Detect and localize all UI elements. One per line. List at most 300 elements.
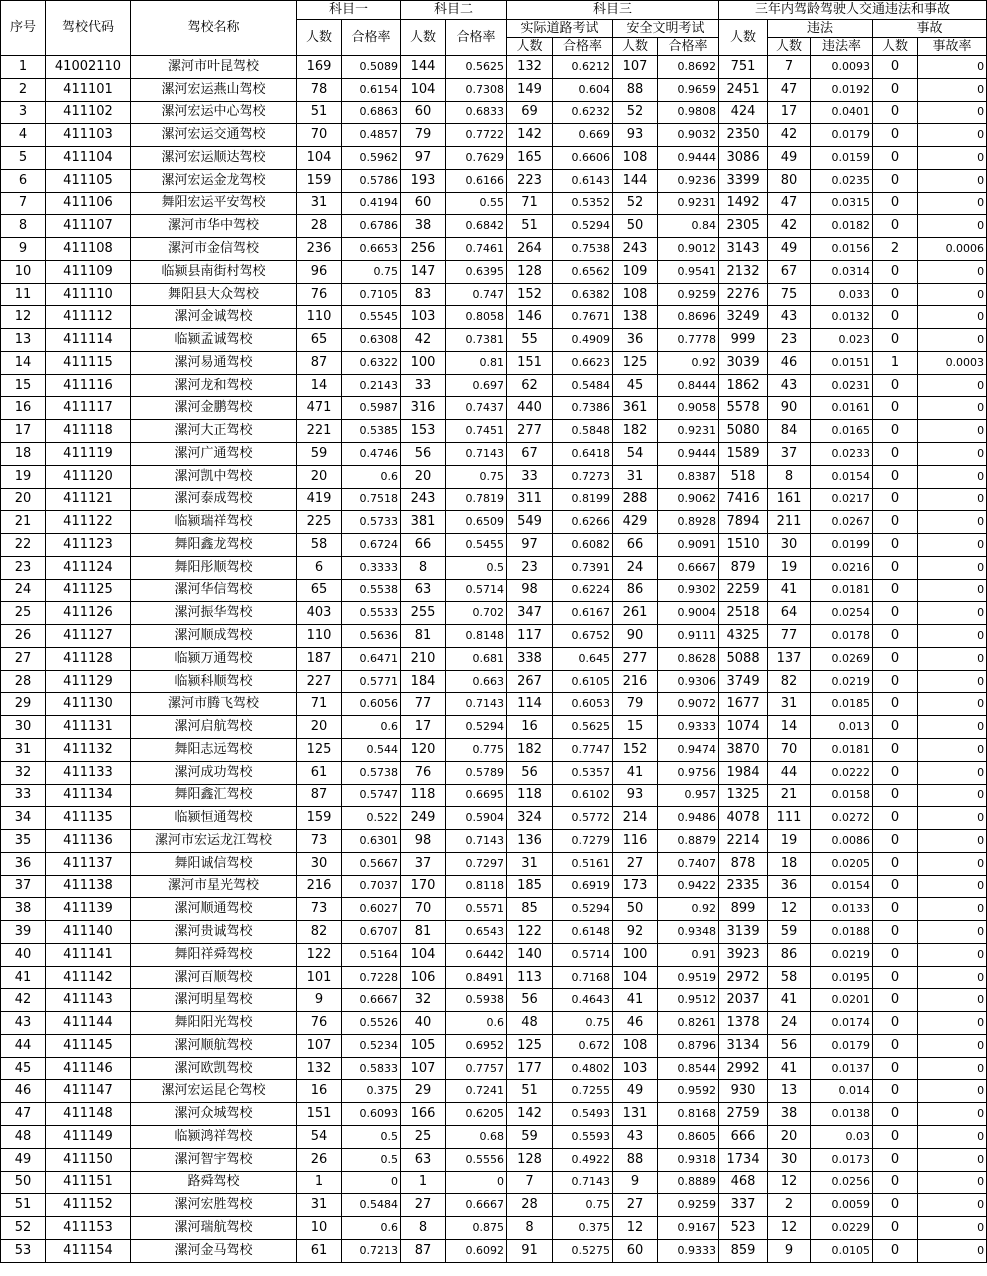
safety-count-cell: 288 [613, 488, 658, 511]
s2-pass-rate-cell: 0.702 [446, 602, 507, 625]
violation-rate-cell: 0.0154 [811, 875, 873, 898]
violation-count-cell: 19 [768, 556, 811, 579]
violation-count-cell: 13 [768, 1080, 811, 1103]
driver-count-cell: 1734 [719, 1148, 768, 1171]
safety-count-cell: 243 [613, 238, 658, 261]
driver-count-cell: 1492 [719, 192, 768, 215]
code-cell: 411121 [46, 488, 131, 511]
code-cell: 411139 [46, 898, 131, 921]
name-cell: 漯河宏运交通驾校 [131, 124, 297, 147]
s2-count-cell: 8 [401, 1217, 446, 1240]
accident-rate-cell: 0 [918, 579, 987, 602]
safety-pass-rate-cell: 0.9474 [658, 738, 719, 761]
s1-count-cell: 20 [297, 465, 342, 488]
s1-count-cell: 159 [297, 807, 342, 830]
seq-cell: 49 [1, 1148, 46, 1171]
driver-count-cell: 999 [719, 329, 768, 352]
seq-cell: 23 [1, 556, 46, 579]
s2-pass-rate-cell: 0.5625 [446, 56, 507, 79]
violation-rate-cell: 0.0219 [811, 943, 873, 966]
s1-count-cell: 73 [297, 830, 342, 853]
safety-pass-rate-cell: 0.9318 [658, 1148, 719, 1171]
safety-count-cell: 214 [613, 807, 658, 830]
road-pass-rate-cell: 0.7671 [553, 306, 613, 329]
accident-count-cell: 0 [873, 898, 918, 921]
safety-count-cell: 125 [613, 351, 658, 374]
name-cell: 漯河宏运燕山驾校 [131, 78, 297, 101]
s2-pass-rate-cell: 0.7757 [446, 1057, 507, 1080]
accident-count-cell: 0 [873, 716, 918, 739]
code-cell: 411150 [46, 1148, 131, 1171]
safety-count-cell: 131 [613, 1103, 658, 1126]
name-cell: 漯河易通驾校 [131, 351, 297, 374]
violation-rate-cell: 0.0059 [811, 1194, 873, 1217]
s2-count-cell: 81 [401, 921, 446, 944]
s2-count-cell: 20 [401, 465, 446, 488]
code-cell: 411136 [46, 830, 131, 853]
violation-count-cell: 64 [768, 602, 811, 625]
s1-pass-rate-cell: 0.6863 [342, 101, 401, 124]
road-count-cell: 7 [507, 1171, 553, 1194]
road-pass-rate-cell: 0.6418 [553, 443, 613, 466]
name-cell: 临颍恒通驾校 [131, 807, 297, 830]
violation-count-cell: 80 [768, 169, 811, 192]
seq-cell: 39 [1, 921, 46, 944]
s1-pass-rate-cell: 0.5533 [342, 602, 401, 625]
s1-pass-rate-cell: 0.5738 [342, 761, 401, 784]
road-pass-rate-cell: 0.6606 [553, 147, 613, 170]
s2-pass-rate-cell: 0.75 [446, 465, 507, 488]
driver-count-cell: 2518 [719, 602, 768, 625]
table-row [1, 1148, 987, 1171]
road-count-cell: 117 [507, 625, 553, 648]
violation-count-cell: 12 [768, 1217, 811, 1240]
road-count-cell: 69 [507, 101, 553, 124]
name-cell: 漯河市星光驾校 [131, 875, 297, 898]
seq-cell: 2 [1, 78, 46, 101]
safety-count-cell: 24 [613, 556, 658, 579]
s2-pass-rate-cell: 0.6166 [446, 169, 507, 192]
name-cell: 漯河振华驾校 [131, 602, 297, 625]
safety-pass-rate-cell: 0.9659 [658, 78, 719, 101]
driver-count-cell: 930 [719, 1080, 768, 1103]
violation-count-cell: 17 [768, 101, 811, 124]
accident-count-cell: 0 [873, 1057, 918, 1080]
name-cell: 漯河金诚驾校 [131, 306, 297, 329]
driver-count-cell: 899 [719, 898, 768, 921]
code-cell: 411152 [46, 1194, 131, 1217]
accident-count-cell: 0 [873, 1148, 918, 1171]
header-accident-rate: 事故率 [918, 38, 987, 56]
road-count-cell: 8 [507, 1217, 553, 1240]
s2-count-cell: 66 [401, 534, 446, 557]
s1-pass-rate-cell: 0.75 [342, 260, 401, 283]
violation-rate-cell: 0.0173 [811, 1148, 873, 1171]
s2-count-cell: 105 [401, 1034, 446, 1057]
accident-rate-cell: 0 [918, 898, 987, 921]
driver-count-cell: 751 [719, 56, 768, 79]
road-count-cell: 56 [507, 989, 553, 1012]
safety-pass-rate-cell: 0.957 [658, 784, 719, 807]
header-s2-count: 人数 [401, 20, 446, 56]
table-row [1, 374, 987, 397]
safety-pass-rate-cell: 0.84 [658, 215, 719, 238]
safety-pass-rate-cell: 0.9592 [658, 1080, 719, 1103]
safety-pass-rate-cell: 0.8928 [658, 511, 719, 534]
s1-count-cell: 70 [297, 124, 342, 147]
table-row [1, 1194, 987, 1217]
driver-count-cell: 1378 [719, 1012, 768, 1035]
safety-pass-rate-cell: 0.8879 [658, 830, 719, 853]
violation-count-cell: 49 [768, 147, 811, 170]
s1-count-cell: 101 [297, 966, 342, 989]
accident-rate-cell: 0 [918, 465, 987, 488]
code-cell: 411109 [46, 260, 131, 283]
s2-count-cell: 8 [401, 556, 446, 579]
road-count-cell: 347 [507, 602, 553, 625]
driver-count-cell: 337 [719, 1194, 768, 1217]
s1-pass-rate-cell: 0.6653 [342, 238, 401, 261]
safety-count-cell: 41 [613, 989, 658, 1012]
violation-count-cell: 46 [768, 351, 811, 374]
road-pass-rate-cell: 0.6562 [553, 260, 613, 283]
code-cell: 411124 [46, 556, 131, 579]
road-count-cell: 48 [507, 1012, 553, 1035]
accident-rate-cell: 0 [918, 761, 987, 784]
table-row [1, 1057, 987, 1080]
code-cell: 411141 [46, 943, 131, 966]
driver-count-cell: 3870 [719, 738, 768, 761]
road-pass-rate-cell: 0.604 [553, 78, 613, 101]
table-row [1, 670, 987, 693]
s1-pass-rate-cell: 0.6093 [342, 1103, 401, 1126]
violation-count-cell: 137 [768, 647, 811, 670]
violation-count-cell: 84 [768, 420, 811, 443]
driver-count-cell: 2759 [719, 1103, 768, 1126]
safety-pass-rate-cell: 0.9091 [658, 534, 719, 557]
accident-rate-cell: 0 [918, 921, 987, 944]
name-cell: 漯河启航驾校 [131, 716, 297, 739]
safety-count-cell: 50 [613, 215, 658, 238]
safety-count-cell: 41 [613, 761, 658, 784]
seq-cell: 25 [1, 602, 46, 625]
violation-rate-cell: 0.0269 [811, 647, 873, 670]
road-pass-rate-cell: 0.6266 [553, 511, 613, 534]
safety-count-cell: 261 [613, 602, 658, 625]
safety-count-cell: 173 [613, 875, 658, 898]
safety-pass-rate-cell: 0.8628 [658, 647, 719, 670]
s1-pass-rate-cell: 0.6786 [342, 215, 401, 238]
s2-pass-rate-cell: 0.7381 [446, 329, 507, 352]
header-s1-pass-rate: 合格率 [342, 20, 401, 56]
header-accident: 事故 [873, 20, 987, 38]
seq-cell: 37 [1, 875, 46, 898]
safety-count-cell: 109 [613, 260, 658, 283]
violation-count-cell: 24 [768, 1012, 811, 1035]
road-pass-rate-cell: 0.4909 [553, 329, 613, 352]
s2-pass-rate-cell: 0.7437 [446, 397, 507, 420]
s2-pass-rate-cell: 0.6 [446, 1012, 507, 1035]
road-count-cell: 182 [507, 738, 553, 761]
seq-cell: 11 [1, 283, 46, 306]
seq-cell: 41 [1, 966, 46, 989]
driver-count-cell: 878 [719, 852, 768, 875]
s1-count-cell: 6 [297, 556, 342, 579]
table-row [1, 989, 987, 1012]
seq-cell: 24 [1, 579, 46, 602]
road-pass-rate-cell: 0.6053 [553, 693, 613, 716]
violation-count-cell: 18 [768, 852, 811, 875]
name-cell: 漯河宏运金龙驾校 [131, 169, 297, 192]
driver-count-cell: 3086 [719, 147, 768, 170]
s1-pass-rate-cell: 0.4194 [342, 192, 401, 215]
seq-cell: 15 [1, 374, 46, 397]
road-pass-rate-cell: 0.6224 [553, 579, 613, 602]
accident-rate-cell: 0 [918, 738, 987, 761]
accident-rate-cell: 0 [918, 875, 987, 898]
accident-rate-cell: 0 [918, 56, 987, 79]
s1-count-cell: 1 [297, 1171, 342, 1194]
road-count-cell: 223 [507, 169, 553, 192]
accident-count-cell: 0 [873, 647, 918, 670]
s2-pass-rate-cell: 0.7461 [446, 238, 507, 261]
s1-pass-rate-cell: 0.6 [342, 716, 401, 739]
violation-count-cell: 31 [768, 693, 811, 716]
name-cell: 漯河明星驾校 [131, 989, 297, 1012]
road-count-cell: 142 [507, 124, 553, 147]
road-count-cell: 125 [507, 1034, 553, 1057]
accident-rate-cell: 0 [918, 1217, 987, 1240]
header-accident-count: 人数 [873, 38, 918, 56]
violation-rate-cell: 0.0188 [811, 921, 873, 944]
violation-count-cell: 44 [768, 761, 811, 784]
table-row [1, 875, 987, 898]
seq-cell: 7 [1, 192, 46, 215]
violation-rate-cell: 0.0229 [811, 1217, 873, 1240]
violation-rate-cell: 0.014 [811, 1080, 873, 1103]
road-pass-rate-cell: 0.5161 [553, 852, 613, 875]
violation-count-cell: 70 [768, 738, 811, 761]
table-row [1, 101, 987, 124]
s1-pass-rate-cell: 0.544 [342, 738, 401, 761]
accident-count-cell: 0 [873, 443, 918, 466]
s1-count-cell: 471 [297, 397, 342, 420]
s2-pass-rate-cell: 0.5714 [446, 579, 507, 602]
road-count-cell: 151 [507, 351, 553, 374]
s1-count-cell: 71 [297, 693, 342, 716]
violation-rate-cell: 0.03 [811, 1125, 873, 1148]
s2-count-cell: 40 [401, 1012, 446, 1035]
road-count-cell: 59 [507, 1125, 553, 1148]
code-cell: 411131 [46, 716, 131, 739]
accident-rate-cell: 0 [918, 374, 987, 397]
code-cell: 411135 [46, 807, 131, 830]
header-s2-pass-rate: 合格率 [446, 20, 507, 56]
seq-cell: 12 [1, 306, 46, 329]
accident-count-cell: 0 [873, 1034, 918, 1057]
table-row [1, 283, 987, 306]
table-row [1, 511, 987, 534]
road-pass-rate-cell: 0.6212 [553, 56, 613, 79]
name-cell: 舞阳彤顺驾校 [131, 556, 297, 579]
driver-count-cell: 1984 [719, 761, 768, 784]
s1-pass-rate-cell: 0.5833 [342, 1057, 401, 1080]
s2-pass-rate-cell: 0.5556 [446, 1148, 507, 1171]
road-pass-rate-cell: 0.6082 [553, 534, 613, 557]
road-pass-rate-cell: 0.6167 [553, 602, 613, 625]
code-cell: 411116 [46, 374, 131, 397]
s1-count-cell: 31 [297, 1194, 342, 1217]
violation-rate-cell: 0.0195 [811, 966, 873, 989]
s1-count-cell: 59 [297, 443, 342, 466]
s2-count-cell: 104 [401, 78, 446, 101]
s1-pass-rate-cell: 0.6 [342, 1217, 401, 1240]
violation-rate-cell: 0.0138 [811, 1103, 873, 1126]
s2-count-cell: 210 [401, 647, 446, 670]
violation-rate-cell: 0.0185 [811, 693, 873, 716]
accident-count-cell: 0 [873, 420, 918, 443]
accident-rate-cell: 0 [918, 1034, 987, 1057]
name-cell: 舞阳诚信驾校 [131, 852, 297, 875]
accident-rate-cell: 0 [918, 443, 987, 466]
accident-count-cell: 0 [873, 556, 918, 579]
road-count-cell: 128 [507, 260, 553, 283]
name-cell: 漯河市金信驾校 [131, 238, 297, 261]
safety-pass-rate-cell: 0.8696 [658, 306, 719, 329]
violation-count-cell: 77 [768, 625, 811, 648]
code-cell: 411127 [46, 625, 131, 648]
s2-pass-rate-cell: 0.6833 [446, 101, 507, 124]
driver-count-cell: 2350 [719, 124, 768, 147]
safety-pass-rate-cell: 0.9231 [658, 420, 719, 443]
violation-rate-cell: 0.0181 [811, 738, 873, 761]
road-pass-rate-cell: 0.6919 [553, 875, 613, 898]
accident-count-cell: 0 [873, 966, 918, 989]
safety-pass-rate-cell: 0.9058 [658, 397, 719, 420]
accident-count-cell: 0 [873, 625, 918, 648]
seq-cell: 10 [1, 260, 46, 283]
code-cell: 411119 [46, 443, 131, 466]
violation-rate-cell: 0.0133 [811, 898, 873, 921]
road-pass-rate-cell: 0.5493 [553, 1103, 613, 1126]
safety-count-cell: 88 [613, 1148, 658, 1171]
driver-count-cell: 1677 [719, 693, 768, 716]
s1-count-cell: 104 [297, 147, 342, 170]
s2-pass-rate-cell: 0.7629 [446, 147, 507, 170]
road-count-cell: 152 [507, 283, 553, 306]
accident-rate-cell: 0 [918, 283, 987, 306]
violation-count-cell: 86 [768, 943, 811, 966]
road-pass-rate-cell: 0.5357 [553, 761, 613, 784]
accident-rate-cell: 0 [918, 1239, 987, 1262]
violation-count-cell: 30 [768, 1148, 811, 1171]
seq-cell: 46 [1, 1080, 46, 1103]
s1-pass-rate-cell: 0.5538 [342, 579, 401, 602]
accident-count-cell: 0 [873, 1080, 918, 1103]
violation-rate-cell: 0.0105 [811, 1239, 873, 1262]
safety-pass-rate-cell: 0.9333 [658, 716, 719, 739]
name-cell: 临颍孟诚驾校 [131, 329, 297, 352]
table-row [1, 852, 987, 875]
table-row [1, 807, 987, 830]
s1-count-cell: 61 [297, 1239, 342, 1262]
safety-pass-rate-cell: 0.9306 [658, 670, 719, 693]
s1-pass-rate-cell: 0.7228 [342, 966, 401, 989]
header-three-year: 三年内驾龄驾驶人交通违法和事故 [719, 1, 987, 20]
violation-count-cell: 12 [768, 898, 811, 921]
road-pass-rate-cell: 0.7538 [553, 238, 613, 261]
s2-count-cell: 144 [401, 56, 446, 79]
safety-count-cell: 54 [613, 443, 658, 466]
driver-count-cell: 4325 [719, 625, 768, 648]
name-cell: 漯河智宇驾校 [131, 1148, 297, 1171]
seq-cell: 40 [1, 943, 46, 966]
accident-count-cell: 0 [873, 169, 918, 192]
name-cell: 漯河顺成驾校 [131, 625, 297, 648]
driver-count-cell: 3139 [719, 921, 768, 944]
road-count-cell: 146 [507, 306, 553, 329]
violation-rate-cell: 0.033 [811, 283, 873, 306]
violation-count-cell: 42 [768, 215, 811, 238]
name-cell: 舞阳祥舜驾校 [131, 943, 297, 966]
name-cell: 漯河大正驾校 [131, 420, 297, 443]
seq-cell: 14 [1, 351, 46, 374]
seq-cell: 45 [1, 1057, 46, 1080]
violation-rate-cell: 0.023 [811, 329, 873, 352]
road-count-cell: 55 [507, 329, 553, 352]
accident-rate-cell: 0 [918, 1080, 987, 1103]
code-cell: 411104 [46, 147, 131, 170]
road-pass-rate-cell: 0.6143 [553, 169, 613, 192]
accident-count-cell: 0 [873, 1103, 918, 1126]
safety-pass-rate-cell: 0.9111 [658, 625, 719, 648]
header-road-pass-rate: 合格率 [553, 38, 613, 56]
seq-cell: 48 [1, 1125, 46, 1148]
road-count-cell: 277 [507, 420, 553, 443]
name-cell: 漯河金鹏驾校 [131, 397, 297, 420]
s2-count-cell: 170 [401, 875, 446, 898]
code-cell: 411106 [46, 192, 131, 215]
road-count-cell: 51 [507, 215, 553, 238]
driver-count-cell: 7416 [719, 488, 768, 511]
violation-count-cell: 211 [768, 511, 811, 534]
name-cell: 临颍瑞祥驾校 [131, 511, 297, 534]
accident-rate-cell: 0 [918, 625, 987, 648]
accident-rate-cell: 0 [918, 1194, 987, 1217]
accident-rate-cell: 0 [918, 830, 987, 853]
s2-pass-rate-cell: 0.55 [446, 192, 507, 215]
s2-count-cell: 77 [401, 693, 446, 716]
s1-count-cell: 236 [297, 238, 342, 261]
safety-count-cell: 90 [613, 625, 658, 648]
safety-pass-rate-cell: 0.9236 [658, 169, 719, 192]
s1-pass-rate-cell: 0.5786 [342, 169, 401, 192]
safety-pass-rate-cell: 0.91 [658, 943, 719, 966]
table-row [1, 465, 987, 488]
violation-rate-cell: 0.0217 [811, 488, 873, 511]
table-row [1, 124, 987, 147]
s2-pass-rate-cell: 0.7143 [446, 830, 507, 853]
s2-pass-rate-cell: 0.6842 [446, 215, 507, 238]
s1-pass-rate-cell: 0.6707 [342, 921, 401, 944]
s1-count-cell: 54 [297, 1125, 342, 1148]
code-cell: 411134 [46, 784, 131, 807]
road-pass-rate-cell: 0.645 [553, 647, 613, 670]
s2-count-cell: 42 [401, 329, 446, 352]
s1-pass-rate-cell: 0.4857 [342, 124, 401, 147]
safety-pass-rate-cell: 0.9444 [658, 443, 719, 466]
road-count-cell: 85 [507, 898, 553, 921]
